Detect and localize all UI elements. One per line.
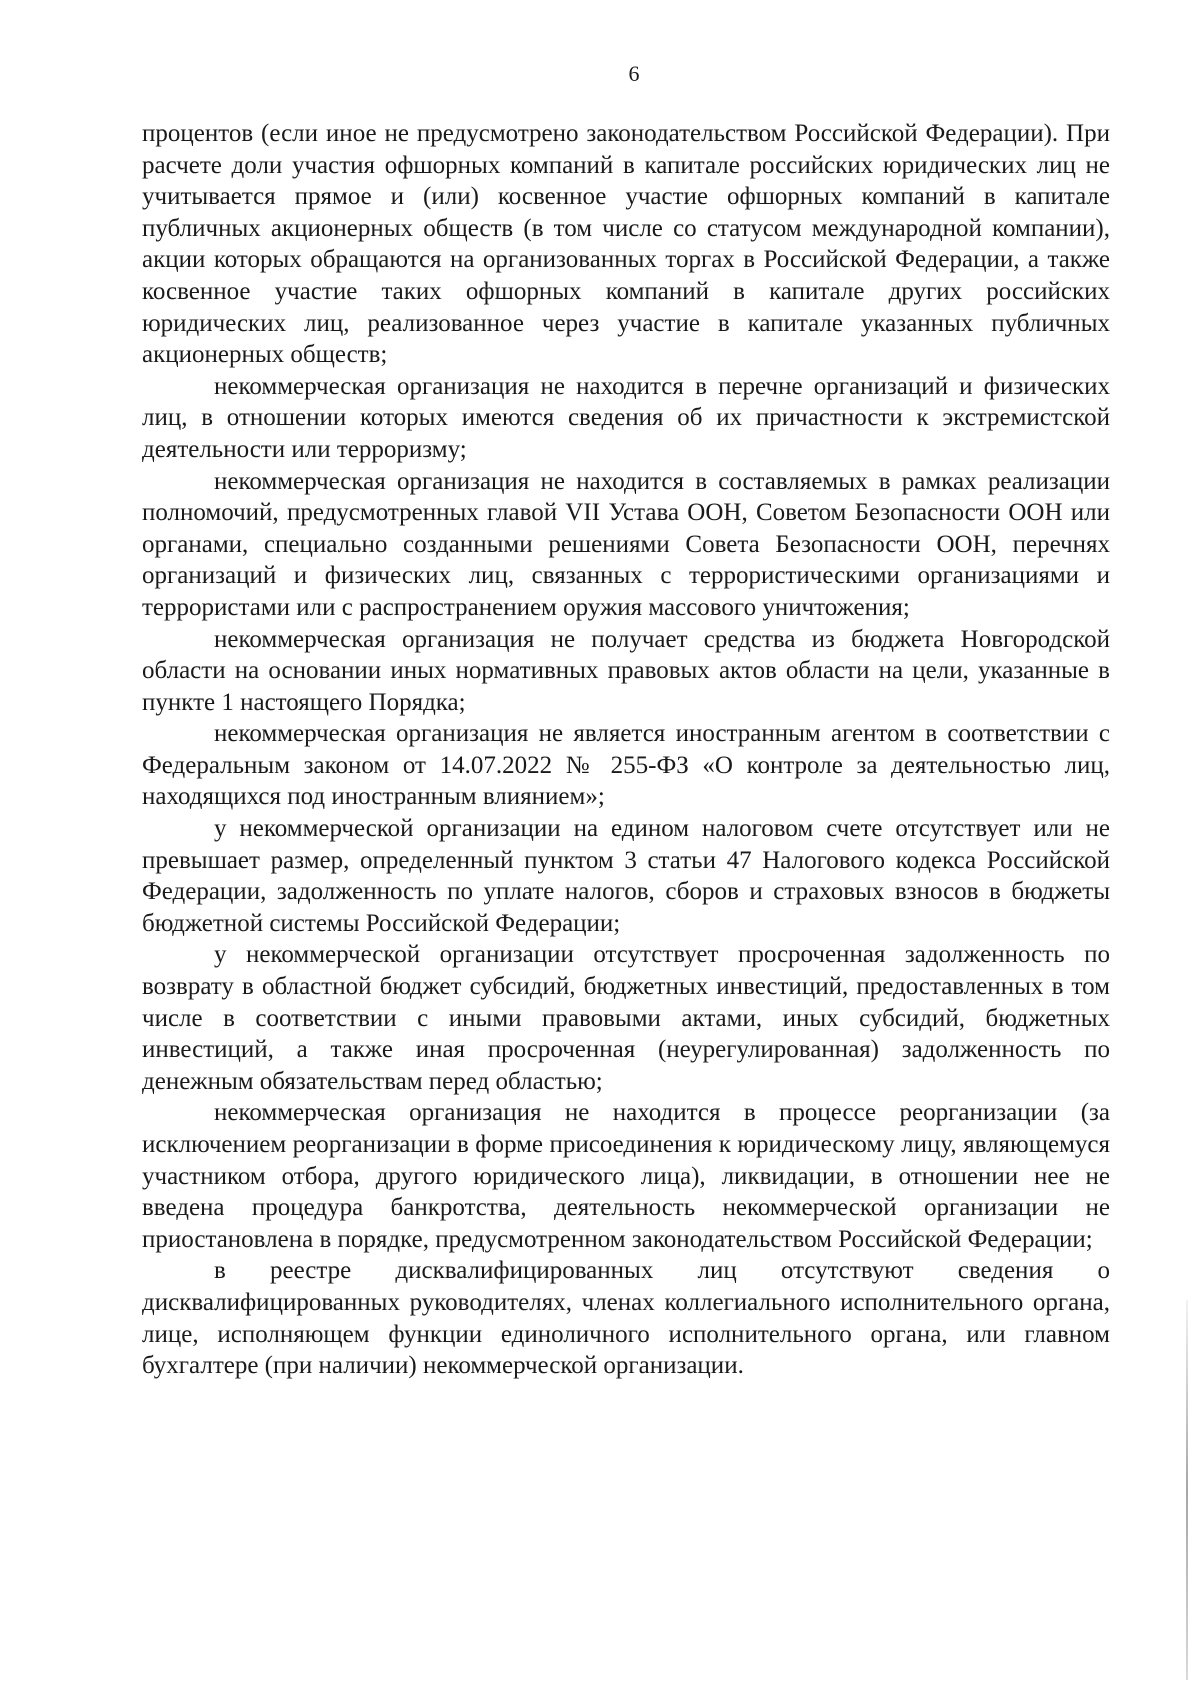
paragraph-9: в реестре дисквалифицированных лиц отсутствуют сведения о дисквалифицированных руководителях, членах коллегиального исполнительного органа, лице, исполняющем функции единоличного исполнительного органа, или главном бухгалтере (при наличии) некоммерческой организации. [142, 1257, 1110, 1380]
paragraph-2: некоммерческая организация не находится в перечне организаций и физических лиц, в отношении которых имеются сведения об их причастности к экстремистской деятельности или терроризму; [142, 372, 1110, 463]
paragraph-8: некоммерческая организация не находится в процессе реорганизации (за исключением реорганизации в форме присоединения к юридическому лицу, являющемуся участником отбора, другого юридического лица), ликвидации, в отношении нее не введена процедура банкротства, деятельность некоммерческой организации не приостановлена в порядке, предусмотренном законодательством Российской Федерации; [142, 1099, 1110, 1253]
scan-edge-mark [1186, 1300, 1188, 1680]
page-number: 6 [628, 61, 640, 86]
paragraph-7: у некоммерческой организации отсутствует просроченная задолженность по возврату в областной бюджет субсидий, бюджетных инвестиций, предоставленных в том числе в соответствии с иными правовыми актами, иных субсидий, бюджетных инвестиций, а также иная просроченная (неурегулированная) задолженность по денежным обязательствам перед областью; [142, 941, 1110, 1095]
paragraph-5: некоммерческая организация не является иностранным агентом в соответствии с Федеральным законом от 14.07.2022 № 255-ФЗ «О контроле за деятельностью лиц, находящихся под иностранным влиянием»; [142, 720, 1110, 811]
paragraph-6: у некоммерческой организации на едином налоговом счете отсутствует или не превышает размер, определенный пунктом 3 статьи 47 Налогового кодекса Российской Федерации, задолженность по уплате налогов, сборов и страховых взносов в бюджеты бюджетной системы Российской Федерации; [142, 815, 1110, 937]
document-body [142, 118, 1110, 1382]
paragraph-3: некоммерческая организация не находится в составляемых в рамках реализации полномочий, предусмотренных главой VII Устава ООН, Советом Безопасности ООН или органами, специально созданными решениями Совета Безопасности ООН, перечнях организаций и физических лиц, связанных с террористическими организациями и террористами или с распространением оружия массового уничтожения; [142, 467, 1110, 621]
paragraph-4: некоммерческая организация не получает средства из бюджета Новгородской области на основании иных нормативных правовых актов области на цели, указанные в пункте 1 настоящего Порядка; [142, 625, 1110, 716]
paragraph-1: процентов (если иное не предусмотрено законодательством Российской Федерации). При расчете доли участия офшорных компаний в капитале российских юридических лиц не учитывается прямое и (или) косвенное участие офшорных компаний в капитале публичных акционерных обществ (в том числе со статусом международной компании), акции которых обращаются на организованных торгах в Российской Федерации, а также косвенное участие таких офшорных компаний в капитале других российских юридических лиц, реализованное через участие в капитале указанных публичных акционерных обществ; [142, 120, 1110, 369]
